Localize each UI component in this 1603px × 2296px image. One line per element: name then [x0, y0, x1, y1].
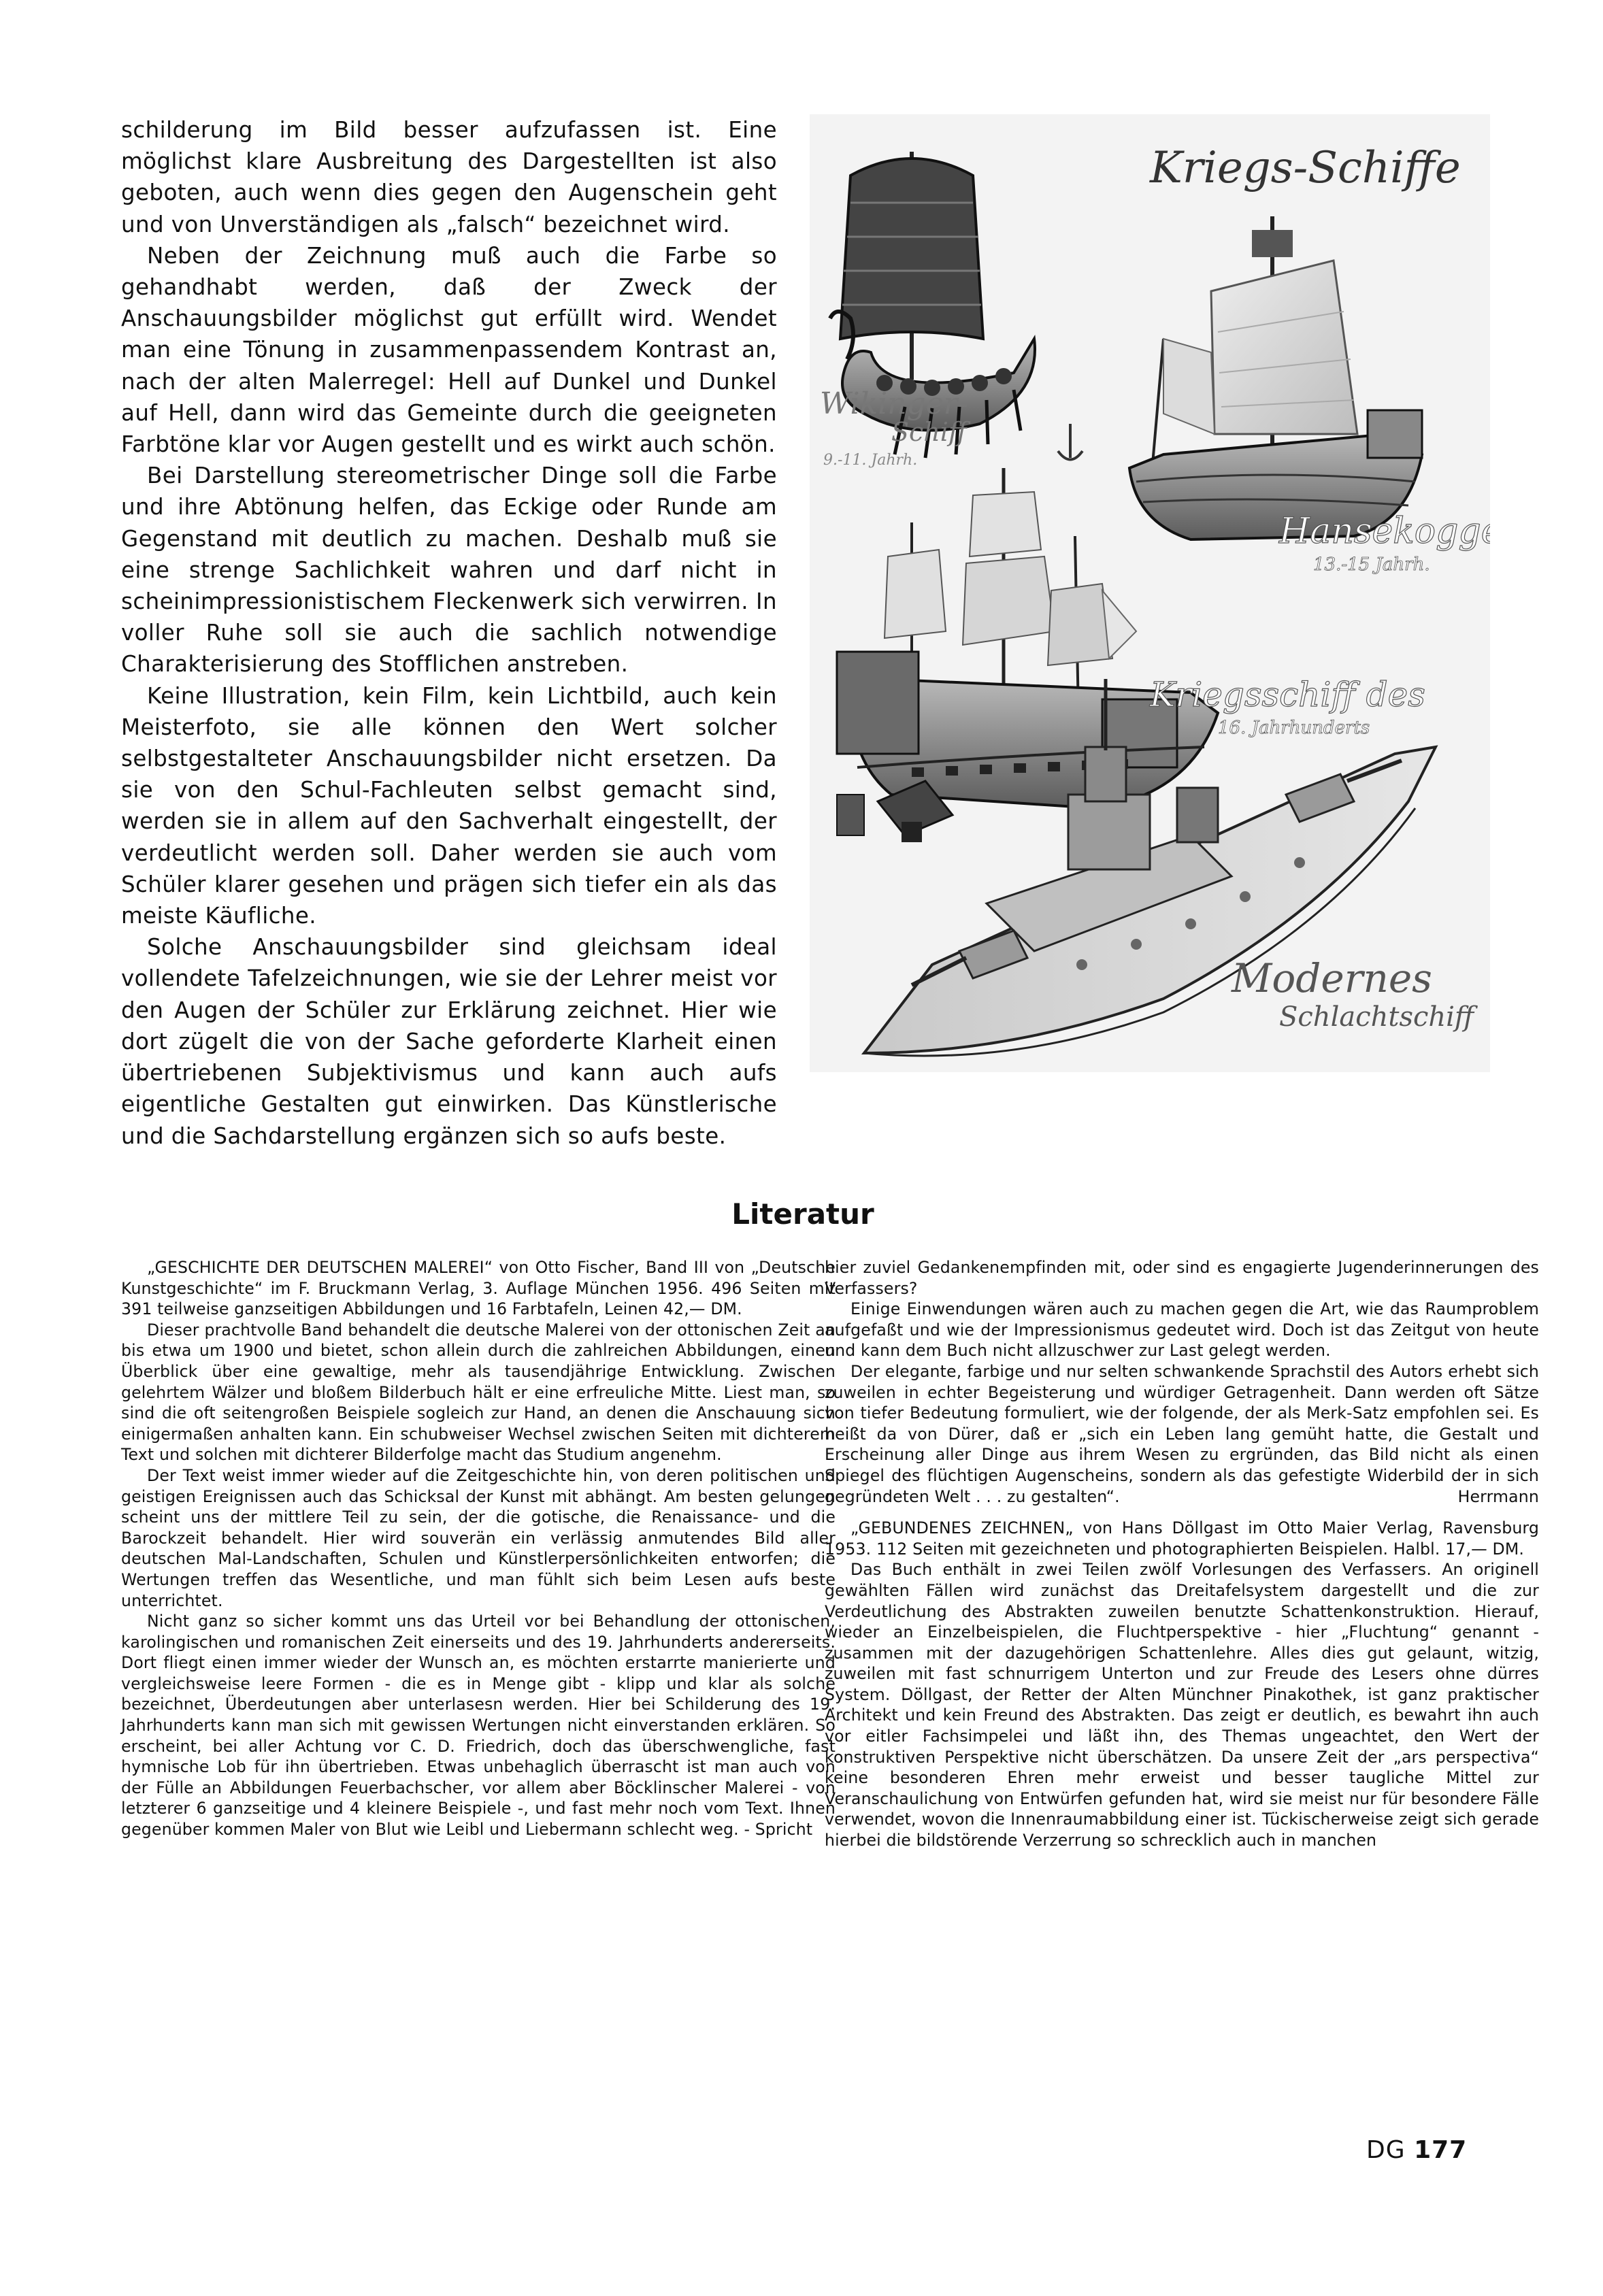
- review-block-2: [825, 1518, 1539, 1851]
- label-modern-1: Modernes: [1232, 955, 1432, 1001]
- label-viking-1: Wikinger-: [820, 386, 968, 421]
- literature-left-column: [121, 1257, 836, 1840]
- label-modern-2: Schlachtschiff: [1279, 1001, 1474, 1033]
- review-paragraph: hier zuviel Gedankenempfinden mit, oder sind es engagierte Jugenderinnerungen des Verfassers?: [825, 1258, 1539, 1298]
- review-paragraph: Einige Einwendungen wären auch zu machen gegen die Art, wie das Raumproblem aufgefaßt und wie der Impressionismus gedeutet wird. Doch ist das Zeitgut von heute und kann dem Buch nicht allzuschwer zur Last gelegt werden.: [825, 1299, 1539, 1361]
- article-paragraph: Bei Darstellung stereometrischer Dinge soll die Farbe und ihre Abtönung helfen, das Eckige oder Runde am Gegenstand mit deutlich zu machen. Deshalb muß sie eine strenge Sachlichkeit wahren und darf nicht in scheinimpressionistischem Fleckenwerk sich verwirren. In voller Ruhe soll sie auch die sachlich notwendige Charakterisierung des Stofflichen anstreben.: [121, 463, 777, 678]
- review-paragraph: Der elegante, farbige und nur selten schwankende Sprachstil des Autors erhebt sich zuweilen in echter Begeisterung und würdiger Getragenheit. Dann werden oft Sätze von tiefer Bedeutung formuliert, wie der folgende, der als Merk-Satz empfohlen sei. Es heißt da von Dürer, daß er „sich ein Leben lang gemüht hatte, die Gestalt und Erscheinung aller Dinge aus ihrem Wesen zu ergründen, das Bild nicht als einen Spiegel des flüchtigen Augenscheins, sondern als das gefestigte Widerbild der in sich gegründeten Welt . . . zu gestalten“.: [825, 1361, 1539, 1506]
- review-block-1: [825, 1257, 1539, 1507]
- article-column: [121, 114, 777, 1152]
- label-viking-3: 9.-11. Jahrh.: [823, 452, 918, 469]
- review-paragraph: Der Text weist immer wieder auf die Zeitgeschichte hin, von deren politischen und geistigen Ereignissen auch das Schicksal der Kunst mit abhängt. Am besten gelungen scheint uns der mittlere Teil zu sein, der die gotische, die Renaissance- und die Barockzeit behandelt. Hier wird souverän ein verlässig anmutendes Bild aller deutschen Mal-Landschaften, Schulen und Künstlerpersönlichkeiten entworfen; die Wertungen treffen das Wesentliche, und man fühlt sich beim Lesen aufs beste unterrichtet.: [121, 1465, 836, 1610]
- review-paragraph: Nicht ganz so sicher kommt uns das Urteil vor bei Behandlung der ottonischen, karolingischen und romanischen Zeit einerseits und des 19. Jahrhunderts andererseits. Dort fliegt einen immer wieder der Wunsch an, es möchten erstarrte manierierte und vergleichsweise leere Formen - die es in Menge gibt - klipp und klar als solche bezeichnet, Überdeutungen aber unterlasesn werden. Hier bei Schilderung des 19. Jahrhunderts kann man sich mit gewissen Wertungen nicht einverstanden erklären. So erscheint, bei aller Achtung vor C. D. Friedrich, doch das überschwengliche, fast hymnische Lob für ihn übertrieben. Etwas unbehaglich überrascht ist man auch von der Fülle an Abbildungen Feuerbachscher, vor allem aber Böcklinscher Malerei - von letzterer 6 ganzseitige und 4 kleinere Beispiele -, und fast mehr noch vom Text. Ihnen gegenüber kommen Maler von Blut wie Leibl und Liebermann schlecht weg. - Spricht: [121, 1612, 836, 1840]
- review-paragraph: „GESCHICHTE DER DEUTSCHEN MALEREI“ von Otto Fischer, Band III von „Deutsche Kunstgeschichte“ im F. Bruckmann Verlag, 3. Auflage München 1956. 496 Seiten mit 391 teilweise ganzseitigen Abbildungen und 16 Farbtafeln, Leinen 42,— DM.: [121, 1258, 836, 1319]
- review-paragraph: Dieser prachtvolle Band behandelt die deutsche Malerei von der ottonischen Zeit an bis etwa um 1900 und bietet, schon allein durch die zahlreichen Abbildungen, einen Überblick über eine gewaltige, mehr als tausendjährige Entwicklung. Zwischen gelehrtem Wälzer und bloßem Bilderbuch hält er eine erfreuliche Mitte. Liest man, so sind die oft seitengroßen Beispiele sogleich zur Hand, an denen die Anschauung sich einigermaßen anhalten kann. Ein schubweiser Wechsel zwischen Seiten mit dichterem Text und solchen mit dichterer Bilderfolge macht das Studium angenehm.: [121, 1320, 836, 1465]
- review-paragraph: „GEBUNDENES ZEICHNEN„ von Hans Döllgast im Otto Maier Verlag, Ravensburg 1953. 112 Seiten mit gezeichneten und photographierten Beispielen. Halbl. 17,— DM.: [825, 1518, 1539, 1559]
- warships-drawing: [810, 114, 1490, 1072]
- article-paragraph: Solche Anschauungsbilder sind gleichsam ideal vollendete Tafelzeichnungen, wie sie der Lehrer meist vor den Augen der Schüler zur Erklärung zeichnet. Hier wie dort zügelt die von der Sache geforderte Klarheit einen übertriebenen Subjektivismus und kann auch aufs eigentliche Gestalten gut einwirken. Das Künstlerische und die Sachdarstellung ergänzen sich so aufs beste.: [121, 934, 777, 1149]
- journal-abbrev: DG: [1366, 2136, 1406, 2164]
- illustration-plate: [810, 114, 1490, 1072]
- label-hanse-1: Hansekogge: [1279, 511, 1490, 552]
- label-war16-1: Kriegsschiff des: [1150, 675, 1425, 714]
- label-viking-2: Schiff: [891, 417, 967, 447]
- review-paragraph: Das Buch enthält in zwei Teilen zwölf Vorlesungen des Verfassers. An originell gewählten Fällen wird zunächst das Dreitafelsystem dargestellt und die zur Verdeutlichung des Abstrakten zuweilen benutzte Schattenkonstruktion. Hierauf, wieder an Einzelbeispielen, die Fluchtperspektive - hier „Fluchtung“ genannt - zusammen mit der dazugehörigen Schattenlehre. Alles dies gut gelaunt, witzig, zuweilen mit fast schnurrigem Unterton und zur Freude des Lesers ohne dürres System. Döllgast, der Retter der Alten Münchner Pinakothek, ist ganz praktischer Architekt und kein Freund des Abstrakten. Das zeigt er deutlich, es bewahrt ihn auch vor eitler Fachsimpelei und läßt ihn, des Themas ungeachtet, den Wert der konstruktiven Perspektive nicht überschätzen. Da unsere Zeit der „ars perspectiva“ keine besonderen Ehren mehr erweist und besser taugliche Mittel zur Veranschaulichung von Entwürfen gefunden hat, wird sie meist nur für besondere Fälle verwendet, wovon die Innenraumabbildung einer ist. Tückischerweise zeigt sich gerade hierbei die bildstörende Verzerrung so schrecklich auch in manchen: [825, 1560, 1539, 1850]
- page-footer: [1366, 2136, 1467, 2164]
- article-paragraph: Keine Illustration, kein Film, kein Lichtbild, auch kein Meisterfoto, sie alle können den Wert solcher selbstgestalteter Anschauungsbilder nicht ersetzen. Da sie von den Schul-Fachleuten selbst gemacht sind, werden sie in allem auf den Sachverhalt eingestellt, der verdeutlicht werden soll. Daher werden sie auch vom Schüler klarer gesehen und prägen sich tiefer ein als das meiste Käufliche.: [121, 682, 777, 929]
- article-paragraph: schilderung im Bild besser aufzufassen ist. Eine möglichst klare Ausbreitung des Dargestellten ist also geboten, auch wenn dies gegen den Augenschein geht und von Unverständigen als „falsch“ bezeichnet wird.: [121, 117, 777, 237]
- label-war16-2: 16. Jahrhunderts: [1218, 718, 1370, 738]
- page-number: 177: [1414, 2136, 1468, 2164]
- literature-right-column: [825, 1257, 1539, 1851]
- section-heading: Literatur: [731, 1197, 874, 1231]
- article-paragraph: Neben der Zeichnung muß auch die Farbe so gehandhabt werden, daß der Zweck der Anschauungsbilder möglichst gut erfüllt wird. Wendet man eine Tönung in zusammenpassendem Kontrast an, nach der alten Malerregel: Hell auf Dunkel und Dunkel auf Hell, dann wird das Gemeinte durch die geeigneten Farbtöne klar vor Augen gestellt und es wirkt auch schön.: [121, 242, 777, 458]
- plate-title: Kriegs-Schiffe: [1150, 143, 1461, 193]
- reviewer-signature: Herrmann: [1457, 1486, 1539, 1506]
- label-hanse-2: 13.-15 Jahrh.: [1313, 554, 1430, 575]
